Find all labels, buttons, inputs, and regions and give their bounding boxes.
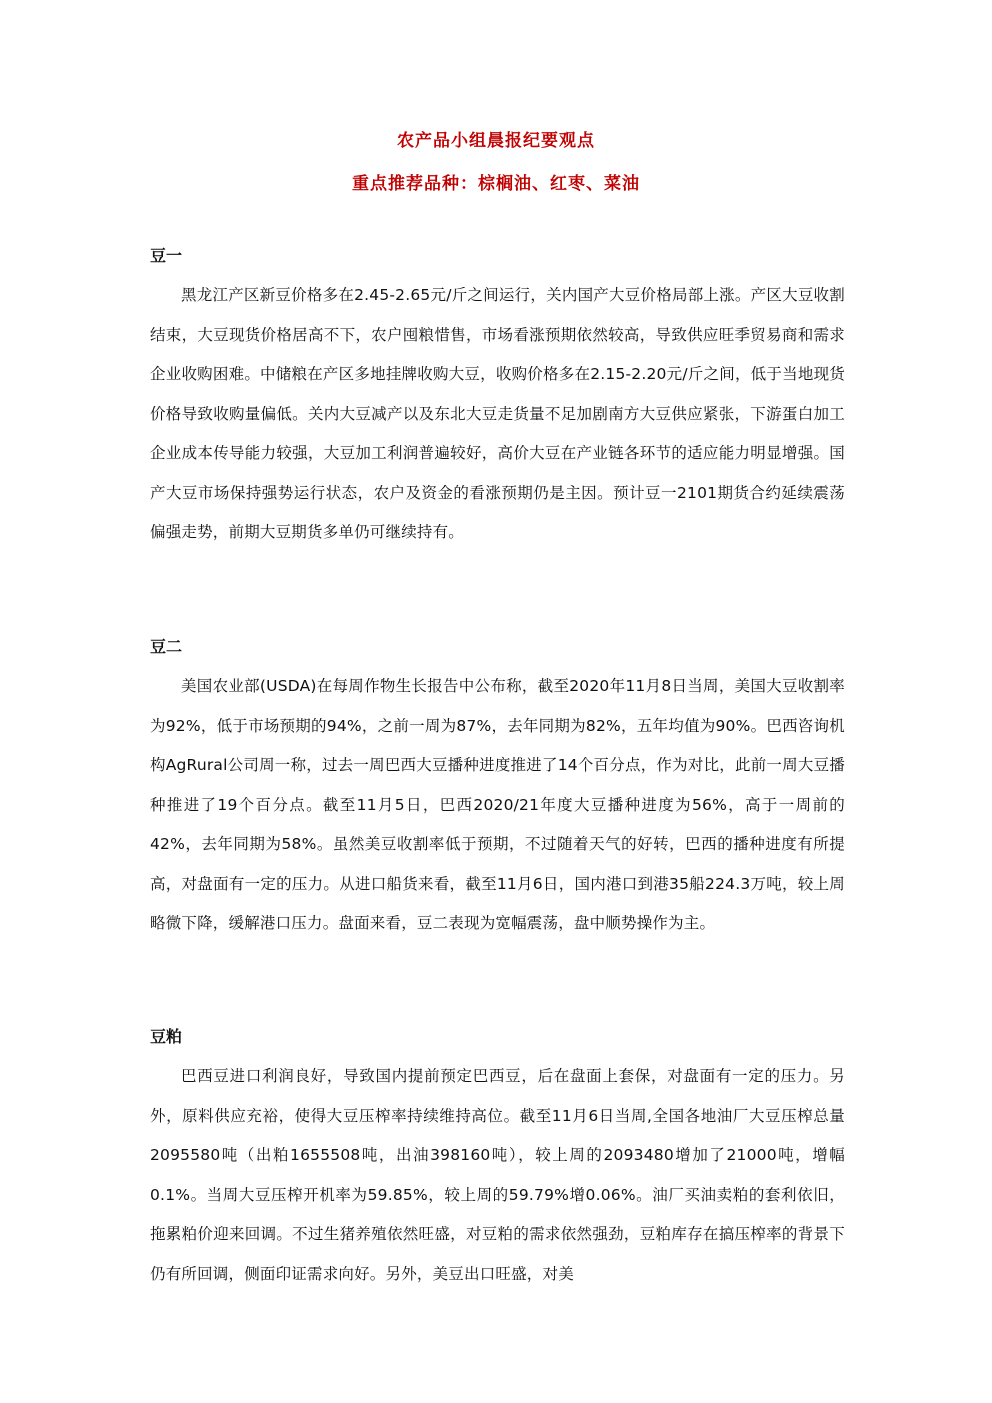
section-paragraph: 巴西豆进口利润良好，导致国内提前预定巴西豆，后在盘面上套保，对盘面有一定的压力。另外，原料供应充裕，使得大豆压榨率持续维持高位。截至11月6日当周,全国各地油厂大豆压榨总量2095580吨（出粕1655508吨，出油398160吨），较上周的2093480增加了21000吨，增幅0.1%。当周大豆压榨开机率为59.85%，较上周的59.79%增0.06%。油厂买油卖粕的套利依旧，拖累粕价迎来回调。不过生猪养殖依然旺盛，对豆粕的需求依然强劲，豆粕库存在搞压榨率的背景下仍有所回调，侧面印证需求向好。另外，美豆出口旺盛，对美 [150, 1067, 845, 1283]
section-paragraph: 黑龙江产区新豆价格多在2.45-2.65元/斤之间运行，关内国产大豆价格局部上涨。产区大豆收割结束，大豆现货价格居高不下，农户囤粮惜售，市场看涨预期依然较高，导致供应旺季贸易商和需求企业收购困难。中储粮在产区多地挂牌收购大豆，收购价格多在2.15-2.20元/斤之间，低于当地现货价格导致收购量偏低。关内大豆减产以及东北大豆走货量不足加剧南方大豆供应紧张，下游蛋白加工企业成本传导能力较强，大豆加工利润普遍较好，高价大豆在产业链各环节的适应能力明显增强。国产大豆市场保持强势运行状态，农户及资金的看涨预期仍是主因。预计豆一2101期货合约延续震荡偏强走势，前期大豆期货多单仍可继续持有。 [150, 286, 845, 541]
section-douyi [150, 242, 845, 553]
section-heading: 豆粕 [150, 1027, 183, 1046]
recommended-varieties: 重点推荐品种：棕榈油、红枣、菜油 [352, 174, 640, 194]
section-heading: 豆二 [150, 637, 183, 656]
section-paragraph: 美国农业部(USDA)在每周作物生长报告中公布称，截至2020年11月8日当周，美国大豆收割率为92%，低于市场预期的94%，之前一周为87%，去年同期为82%，五年均值为90%。巴西咨询机构AgRural公司周一称，过去一周巴西大豆播种进度推进了14个百分点，作为对比，此前一周大豆播种推进了19个百分点。截至11月5日，巴西2020/21年度大豆播种进度为56%，高于一周前的42%，去年同期为58%。虽然美豆收割率低于预期，不过随着天气的好转，巴西的播种进度有所提高，对盘面有一定的压力。从进口船货来看，截至11月6日，国内港口到港35船224.3万吨，较上周略微下降，缓解港口压力。盘面来看，豆二表现为宽幅震荡，盘中顺势操作为主。 [150, 677, 845, 932]
section-doupo [150, 1023, 845, 1294]
report-title: 农产品小组晨报纪要观点 [397, 131, 595, 151]
section-heading: 豆一 [150, 246, 183, 265]
section-douer [150, 633, 845, 944]
